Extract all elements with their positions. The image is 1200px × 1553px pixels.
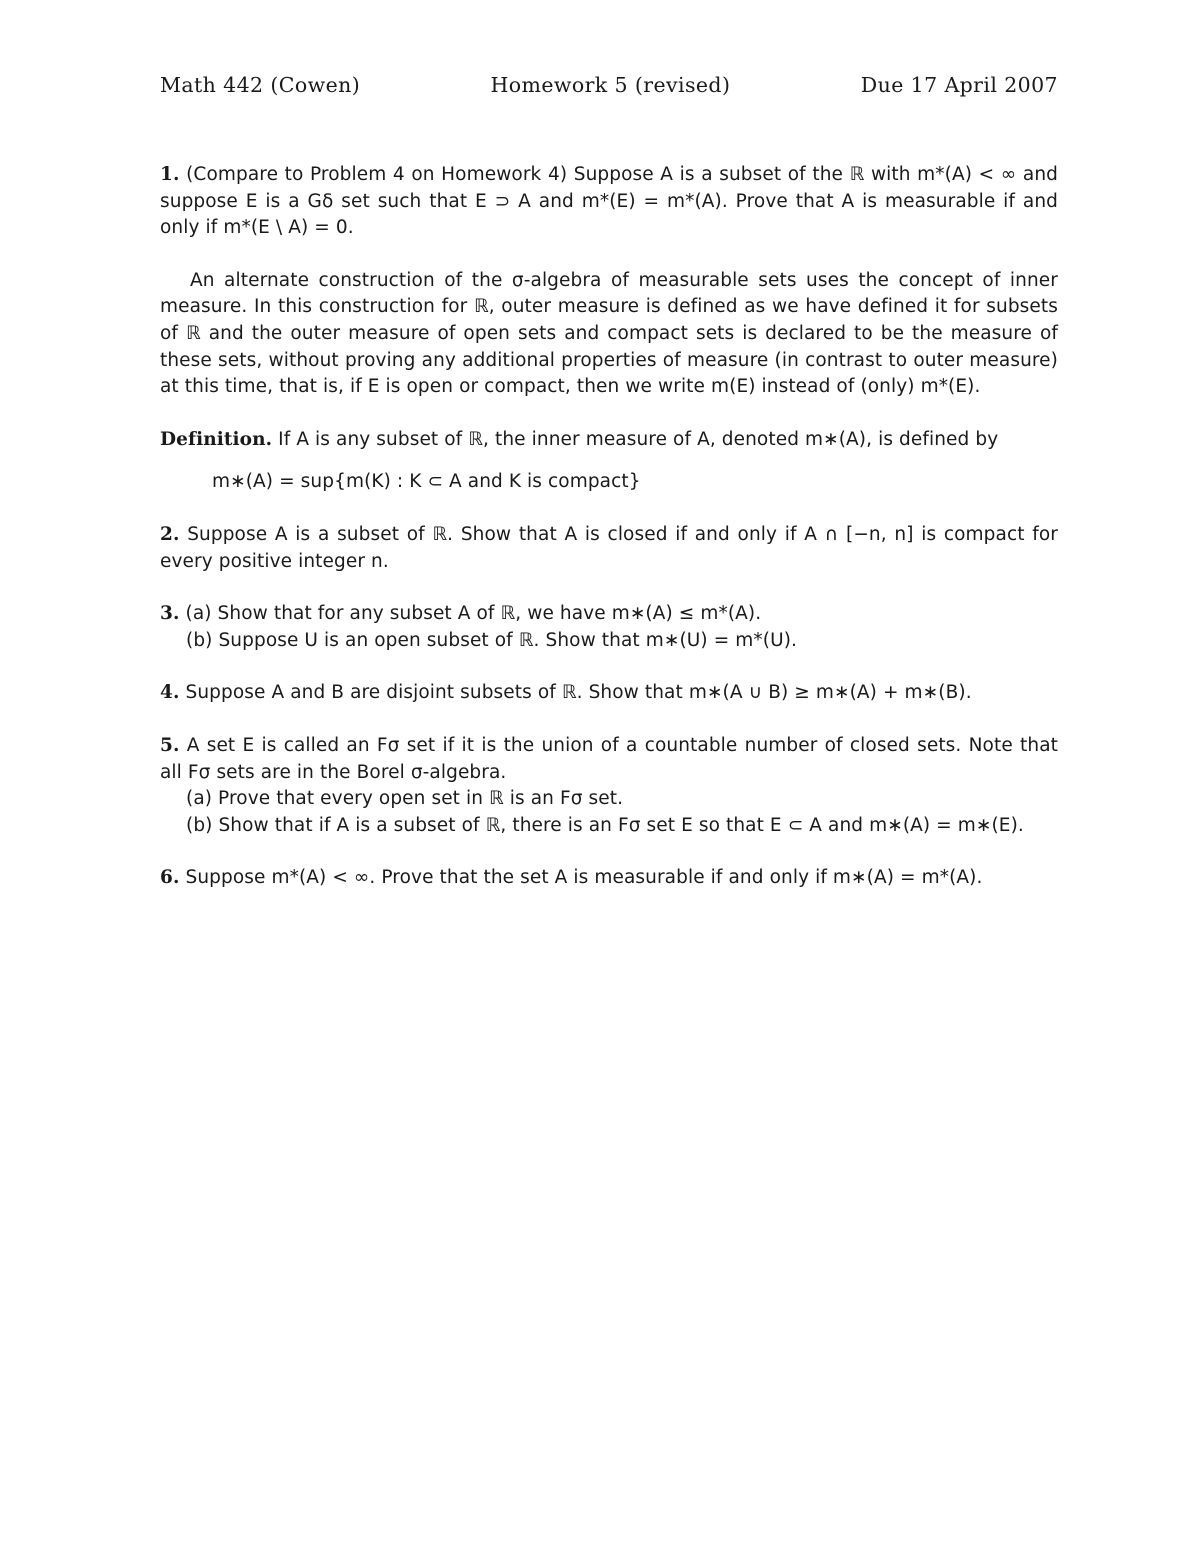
assignment-title: Homework 5 (revised) [490, 73, 731, 97]
problem-1-number: 1. [160, 164, 180, 185]
problem-1-text: (Compare to Problem 4 on Homework 4) Suppose A is a subset of the ℝ with m*(A) < ∞ and suppose E is a Gδ set such that E ⊃ A and m*(E) = m*(A). Prove that A is measurable if and only if m*(E \ A) = 0. [160, 164, 1059, 239]
page-header [160, 72, 1058, 102]
problem-5-number: 5. [160, 734, 180, 756]
homework-page [160, 72, 1058, 918]
problem-5-part-a: (a) Prove that every open set in ℝ is an Fσ set. [186, 788, 624, 810]
course-label: Math 442 (Cowen) [160, 73, 361, 97]
problem-3-number: 3. [160, 603, 180, 625]
problem-5-text: A set E is called an Fσ set if it is the union of a countable number of closed sets. Note that all Fσ sets are in the Borel σ-algebra. [160, 734, 1058, 783]
problem-6-text: Suppose m*(A) < ∞. Prove that the set A is measurable if and only if m∗(A) = m*(A). [185, 867, 983, 889]
problem-4-text: Suppose A and B are disjoint subsets of ℝ. Show that m∗(A ∪ B) ≥ m∗(A) + m∗(B). [185, 682, 972, 704]
intro-paragraph [160, 268, 1058, 401]
problem-4 [160, 680, 1058, 707]
problem-6-number: 6. [160, 867, 180, 889]
problem-2-text: Suppose A is a subset of ℝ. Show that A is closed if and only if A ∩ [−n, n] is compact for every positive integer n. [160, 523, 1058, 572]
problem-2-number: 2. [160, 523, 180, 545]
intro-paragraph-text: An alternate construction of the σ-algebra of measurable sets uses the concept of inner measure. In this construction for ℝ, outer measure is defined as we have defined it for subsets of ℝ and the outer measure of open sets and compact sets is declared to be the measure of these sets, without proving any additional properties of measure (in contrast to outer measure) at this time, that is, if E is open or compact, then we write m(E) instead of (only) m*(E). [160, 269, 1058, 398]
definition-text: If A is any subset of ℝ, the inner measure of A, denoted m∗(A), is defined by [278, 428, 999, 450]
problem-3-part-b: (b) Suppose U is an open subset of ℝ. Show that m∗(U) = m*(U). [186, 629, 798, 651]
problem-3-part-a: (a) Show that for any subset A of ℝ, we have m∗(A) ≤ m*(A). [185, 603, 762, 625]
definition-heading: Definition. [160, 428, 273, 450]
problem-6 [160, 865, 1058, 892]
problem-2 [160, 522, 1058, 575]
problem-1 [160, 162, 1058, 242]
definition-block [160, 427, 1058, 496]
due-date: Due 17 April 2007 [860, 73, 1058, 97]
problem-3 [160, 601, 1058, 654]
problem-5-part-b: (b) Show that if A is a subset of ℝ, there is an Fσ set E so that E ⊂ A and m∗(A) = m∗(E). [186, 814, 1024, 836]
problem-5 [160, 733, 1058, 839]
problem-4-number: 4. [160, 682, 180, 704]
definition-formula: m∗(A) = sup{m(K) : K ⊂ A and K is compact} [212, 471, 641, 493]
